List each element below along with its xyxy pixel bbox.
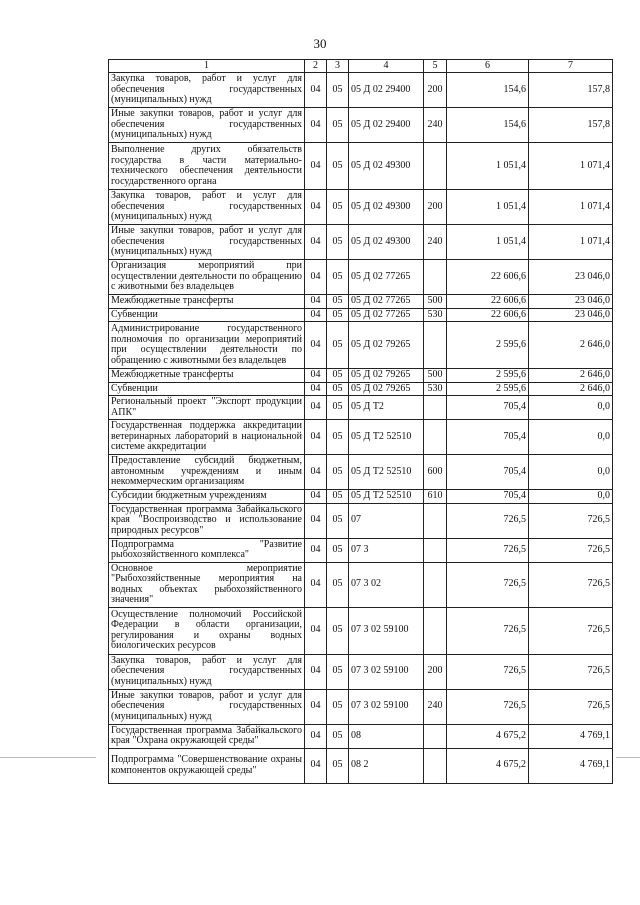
table-row	[109, 748, 613, 783]
cell-amount-year1: 154,6	[447, 108, 529, 143]
cell-section: 04	[305, 455, 327, 490]
cell-target-code: 08	[349, 724, 424, 748]
cell-expense-type: 240	[424, 689, 447, 724]
cell-amount-year2: 157,8	[529, 73, 613, 108]
cell-subsection: 05	[327, 108, 349, 143]
cell-amount-year2: 2 646,0	[529, 369, 613, 383]
cell-target-code: 05 Д 02 79265	[349, 382, 424, 396]
cell-target-code: 07 3 02 59100	[349, 654, 424, 689]
cell-amount-year1: 726,5	[447, 689, 529, 724]
cell-expense-type	[424, 748, 447, 783]
cell-section: 04	[305, 490, 327, 504]
cell-subsection: 05	[327, 562, 349, 607]
table-row	[109, 538, 613, 562]
table-row	[109, 108, 613, 143]
cell-expense-type	[424, 607, 447, 654]
cell-expense-type	[424, 322, 447, 369]
cell-subsection: 05	[327, 538, 349, 562]
cell-section: 04	[305, 724, 327, 748]
cell-subsection: 05	[327, 369, 349, 383]
cell-subsection: 05	[327, 295, 349, 309]
cell-target-code: 07 3 02	[349, 562, 424, 607]
cell-expense-type	[424, 724, 447, 748]
cell-subsection: 05	[327, 503, 349, 538]
cell-amount-year1: 1 051,4	[447, 143, 529, 190]
cell-expense-type: 600	[424, 455, 447, 490]
column-header: 4	[349, 60, 424, 73]
cell-amount-year2: 0,0	[529, 455, 613, 490]
page-number: 30	[313, 36, 327, 51]
cell-subsection: 05	[327, 73, 349, 108]
cell-target-code: 07 3	[349, 538, 424, 562]
table-row	[109, 420, 613, 455]
cell-expense-type: 530	[424, 308, 447, 322]
row-name: Подпрограмма "Совершенствование охраны компонентов окружающей среды"	[109, 748, 305, 783]
row-name: Субвенции	[109, 382, 305, 396]
budget-table	[108, 59, 613, 784]
row-name: Выполнение других обязательств государства в части материально-технического обеспечения деятельности государственного органа	[109, 143, 305, 190]
row-name: Субсидии бюджетным учреждениям	[109, 490, 305, 504]
cell-amount-year2: 726,5	[529, 654, 613, 689]
cell-amount-year2: 726,5	[529, 562, 613, 607]
row-name: Иные закупки товаров, работ и услуг для обеспечения государственных (муниципальных) нужд	[109, 108, 305, 143]
cell-subsection: 05	[327, 382, 349, 396]
cell-expense-type: 530	[424, 382, 447, 396]
cell-target-code: 05 Д 02 79265	[349, 322, 424, 369]
table-row	[109, 73, 613, 108]
cell-expense-type: 240	[424, 108, 447, 143]
cell-subsection: 05	[327, 607, 349, 654]
table-row	[109, 607, 613, 654]
cell-section: 04	[305, 420, 327, 455]
cell-target-code: 05 Д 02 49300	[349, 143, 424, 190]
table-row	[109, 225, 613, 260]
cell-expense-type	[424, 538, 447, 562]
cell-target-code: 05 Д 02 79265	[349, 369, 424, 383]
row-name: Межбюджетные трансферты	[109, 295, 305, 309]
cell-amount-year1: 705,4	[447, 455, 529, 490]
cell-target-code: 05 Д 02 77265	[349, 308, 424, 322]
cell-target-code: 05 Д 02 29400	[349, 108, 424, 143]
table-row	[109, 503, 613, 538]
cell-amount-year1: 22 606,6	[447, 260, 529, 295]
cell-section: 04	[305, 538, 327, 562]
row-name: Государственная программа Забайкальского края "Воспроизводство и использование природных ресурсов"	[109, 503, 305, 538]
cell-amount-year1: 4 675,2	[447, 724, 529, 748]
table-row	[109, 654, 613, 689]
cell-amount-year1: 22 606,6	[447, 308, 529, 322]
table-row	[109, 455, 613, 490]
cell-section: 04	[305, 295, 327, 309]
cell-subsection: 05	[327, 748, 349, 783]
cell-subsection: 05	[327, 724, 349, 748]
row-name: Закупка товаров, работ и услуг для обеспечения государственных (муниципальных) нужд	[109, 73, 305, 108]
row-name: Осуществление полномочий Российской Федерации в области организации, регулирования и охраны водных биологических ресурсов	[109, 607, 305, 654]
row-name: Государственная поддержка аккредитации ветеринарных лабораторий в национальной системе аккредитации	[109, 420, 305, 455]
cell-target-code: 05 Д 02 77265	[349, 295, 424, 309]
margin-mark	[616, 757, 640, 758]
cell-expense-type: 200	[424, 190, 447, 225]
cell-target-code: 07 3 02 59100	[349, 689, 424, 724]
cell-amount-year1: 2 595,6	[447, 322, 529, 369]
cell-section: 04	[305, 108, 327, 143]
cell-amount-year2: 4 769,1	[529, 748, 613, 783]
cell-section: 04	[305, 748, 327, 783]
cell-section: 04	[305, 73, 327, 108]
table-header-row	[109, 60, 613, 73]
cell-subsection: 05	[327, 143, 349, 190]
cell-expense-type	[424, 396, 447, 420]
cell-amount-year1: 2 595,6	[447, 369, 529, 383]
cell-target-code: 05 Д 02 49300	[349, 190, 424, 225]
cell-amount-year2: 726,5	[529, 689, 613, 724]
cell-target-code: 05 Д Т2	[349, 396, 424, 420]
cell-section: 04	[305, 562, 327, 607]
cell-section: 04	[305, 607, 327, 654]
cell-expense-type: 200	[424, 654, 447, 689]
cell-target-code: 05 Д Т2 52510	[349, 490, 424, 504]
row-name: Иные закупки товаров, работ и услуг для обеспечения государственных (муниципальных) нужд	[109, 689, 305, 724]
row-name: Иные закупки товаров, работ и услуг для обеспечения государственных (муниципальных) нужд	[109, 225, 305, 260]
table-row	[109, 490, 613, 504]
cell-amount-year2: 1 071,4	[529, 190, 613, 225]
cell-amount-year2: 0,0	[529, 420, 613, 455]
cell-expense-type: 610	[424, 490, 447, 504]
cell-subsection: 05	[327, 322, 349, 369]
cell-subsection: 05	[327, 654, 349, 689]
cell-target-code: 07 3 02 59100	[349, 607, 424, 654]
table-row	[109, 260, 613, 295]
cell-amount-year2: 23 046,0	[529, 260, 613, 295]
cell-amount-year2: 2 646,0	[529, 382, 613, 396]
row-name: Региональный проект "Экспорт продукции АПК"	[109, 396, 305, 420]
cell-section: 04	[305, 260, 327, 295]
cell-section: 04	[305, 689, 327, 724]
cell-expense-type	[424, 420, 447, 455]
table-row	[109, 562, 613, 607]
cell-amount-year1: 726,5	[447, 538, 529, 562]
table-row	[109, 382, 613, 396]
row-name: Межбюджетные трансферты	[109, 369, 305, 383]
cell-section: 04	[305, 654, 327, 689]
cell-expense-type: 500	[424, 295, 447, 309]
row-name: Субвенции	[109, 308, 305, 322]
column-header: 5	[424, 60, 447, 73]
margin-mark	[0, 757, 96, 758]
cell-amount-year1: 705,4	[447, 490, 529, 504]
cell-expense-type	[424, 260, 447, 295]
row-name: Администрирование государственного полномочия по организации мероприятий при осуществлении деятельности по обращению с животными без владельцев	[109, 322, 305, 369]
cell-target-code: 05 Д Т2 52510	[349, 455, 424, 490]
row-name: Закупка товаров, работ и услуг для обеспечения государственных (муниципальных) нужд	[109, 190, 305, 225]
cell-amount-year2: 726,5	[529, 607, 613, 654]
table-row	[109, 322, 613, 369]
cell-amount-year1: 705,4	[447, 420, 529, 455]
column-header: 2	[305, 60, 327, 73]
cell-subsection: 05	[327, 225, 349, 260]
cell-amount-year2: 23 046,0	[529, 308, 613, 322]
cell-expense-type: 200	[424, 73, 447, 108]
table-row	[109, 724, 613, 748]
column-header: 7	[529, 60, 613, 73]
cell-amount-year1: 4 675,2	[447, 748, 529, 783]
table-row	[109, 396, 613, 420]
cell-section: 04	[305, 503, 327, 538]
table-row	[109, 143, 613, 190]
cell-target-code: 05 Д 02 29400	[349, 73, 424, 108]
table-row	[109, 295, 613, 309]
cell-amount-year1: 705,4	[447, 396, 529, 420]
cell-target-code: 05 Д Т2 52510	[349, 420, 424, 455]
cell-subsection: 05	[327, 396, 349, 420]
cell-section: 04	[305, 190, 327, 225]
column-header: 6	[447, 60, 529, 73]
cell-amount-year1: 726,5	[447, 503, 529, 538]
cell-amount-year2: 0,0	[529, 396, 613, 420]
cell-amount-year1: 726,5	[447, 654, 529, 689]
cell-amount-year2: 1 071,4	[529, 143, 613, 190]
cell-subsection: 05	[327, 308, 349, 322]
cell-subsection: 05	[327, 420, 349, 455]
row-name: Закупка товаров, работ и услуг для обеспечения государственных (муниципальных) нужд	[109, 654, 305, 689]
cell-amount-year2: 157,8	[529, 108, 613, 143]
row-name: Предоставление субсидий бюджетным, автономным учреждениям и иным некоммерческим организациям	[109, 455, 305, 490]
table-row	[109, 190, 613, 225]
cell-section: 04	[305, 225, 327, 260]
cell-amount-year2: 0,0	[529, 490, 613, 504]
cell-amount-year2: 726,5	[529, 538, 613, 562]
cell-amount-year1: 22 606,6	[447, 295, 529, 309]
cell-amount-year2: 23 046,0	[529, 295, 613, 309]
cell-amount-year1: 2 595,6	[447, 382, 529, 396]
cell-amount-year1: 726,5	[447, 562, 529, 607]
cell-target-code: 07	[349, 503, 424, 538]
column-header: 3	[327, 60, 349, 73]
column-header: 1	[109, 60, 305, 73]
row-name: Подпрограмма "Развитие рыбохозяйственного комплекса"	[109, 538, 305, 562]
cell-expense-type: 240	[424, 225, 447, 260]
cell-section: 04	[305, 396, 327, 420]
cell-amount-year2: 726,5	[529, 503, 613, 538]
cell-subsection: 05	[327, 455, 349, 490]
cell-amount-year1: 154,6	[447, 73, 529, 108]
cell-expense-type	[424, 562, 447, 607]
cell-subsection: 05	[327, 190, 349, 225]
cell-amount-year1: 1 051,4	[447, 190, 529, 225]
cell-section: 04	[305, 369, 327, 383]
row-name: Организация мероприятий при осуществлении деятельности по обращению с животными без владельцев	[109, 260, 305, 295]
cell-section: 04	[305, 382, 327, 396]
cell-subsection: 05	[327, 260, 349, 295]
cell-section: 04	[305, 308, 327, 322]
row-name: Государственная программа Забайкальского края "Охрана окружающей среды"	[109, 724, 305, 748]
cell-amount-year2: 4 769,1	[529, 724, 613, 748]
cell-target-code: 08 2	[349, 748, 424, 783]
cell-amount-year2: 1 071,4	[529, 225, 613, 260]
cell-section: 04	[305, 322, 327, 369]
cell-subsection: 05	[327, 490, 349, 504]
cell-amount-year1: 1 051,4	[447, 225, 529, 260]
cell-expense-type: 500	[424, 369, 447, 383]
cell-expense-type	[424, 503, 447, 538]
row-name: Основное мероприятие "Рыбохозяйственные мероприятия на водных объектах рыбохозяйственного значения"	[109, 562, 305, 607]
table-row	[109, 308, 613, 322]
table-row	[109, 689, 613, 724]
cell-amount-year1: 726,5	[447, 607, 529, 654]
table-row	[109, 369, 613, 383]
cell-expense-type	[424, 143, 447, 190]
cell-amount-year2: 2 646,0	[529, 322, 613, 369]
cell-target-code: 05 Д 02 49300	[349, 225, 424, 260]
cell-section: 04	[305, 143, 327, 190]
cell-target-code: 05 Д 02 77265	[349, 260, 424, 295]
cell-subsection: 05	[327, 689, 349, 724]
